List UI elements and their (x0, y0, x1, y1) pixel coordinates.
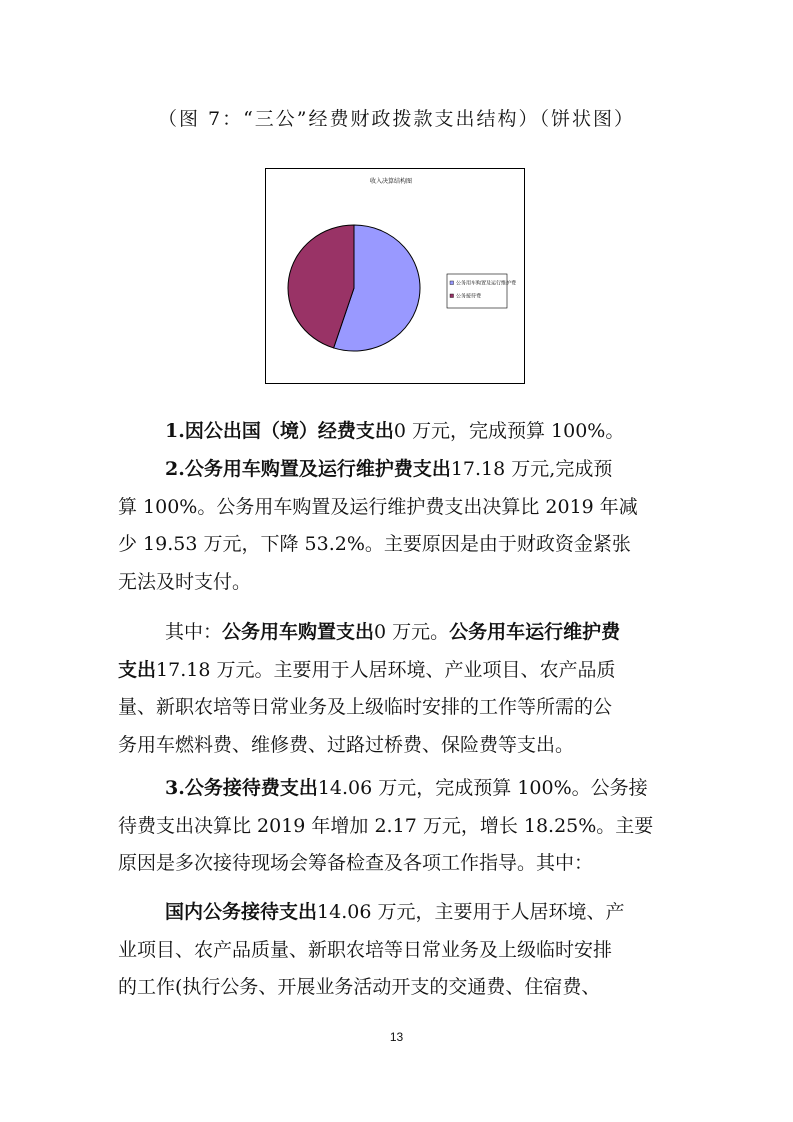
legend-label-car: 公务用车购置及运行维护费 (456, 280, 517, 287)
pie-slices (288, 225, 420, 351)
p5-line3: 的工作(执行公务、开展业务活动开支的交通费、住宿费、 (118, 976, 601, 998)
paragraph-3 (118, 614, 678, 764)
p3-heading-1: 公务用车购置支出 (222, 621, 375, 643)
p2-line4: 无法及时支付。 (118, 570, 252, 593)
p3-mid: 0 万元。 (374, 621, 450, 643)
p5-heading: 国内公务接待支出 (165, 901, 318, 923)
pie-chart-svg (266, 169, 524, 383)
p4-heading: 3.公务接待费支出 (165, 777, 318, 799)
legend-swatch-car (450, 281, 454, 285)
p3-heading-2: 公务用车运行维护费 (449, 621, 621, 643)
pie-chart (265, 168, 525, 384)
legend-swatch-reception (450, 294, 454, 298)
p1-text: 0 万元，完成预算 100%。 (393, 420, 625, 442)
page-number: 13 (389, 1030, 404, 1044)
p5-line1: 14.06 万元，主要用于人居环境、产 (317, 901, 625, 923)
p2-line2: 算 100%。公务用车购置及运行维护费支出决算比 2019 年减 (118, 495, 638, 518)
paragraph-1 (118, 413, 678, 451)
p5-line2: 业项目、农产品质量、新职农培等日常业务及上级临时安排 (118, 938, 613, 961)
p2-heading: 2.公务用车购置及运行维护费支出 (165, 458, 451, 480)
p2-line1: 17.18 万元,完成预 (450, 458, 613, 480)
paragraph-2 (118, 451, 678, 601)
p4-line2: 待费支出决算比 2019 年增加 2.17 万元，增长 18.25%。主要 (118, 814, 654, 837)
p3-line2: 17.18 万元。主要用于人居环境、产业项目、农产品质 (156, 658, 616, 681)
paragraph-4 (118, 770, 678, 883)
p3-line4: 务用车燃料费、维修费、过路过桥费、保险费等支出。 (118, 733, 575, 756)
figure-caption: （图 7：“三公”经费财政拨款支出结构）（饼状图） (157, 108, 636, 130)
p1-heading: 1.因公出国（境）经费支出 (165, 420, 394, 442)
legend-label-reception: 公务接待费 (456, 293, 482, 300)
chart-legend (447, 274, 517, 308)
p4-line1: 14.06 万元，完成预算 100%。公务接 (317, 777, 648, 799)
p2-line3: 少 19.53 万元，下降 53.2%。主要原因是由于财政资金紧张 (118, 533, 631, 555)
p3-prefix: 其中： (165, 621, 223, 643)
chart-title: 收入决算结构图 (369, 179, 413, 185)
p3-heading-2-cont: 支出 (118, 658, 157, 681)
paragraph-5 (118, 894, 678, 1007)
p4-line3: 原因是多次接待现场会筹备检查及各项工作指导。其中： (118, 852, 594, 874)
p3-line3: 量、新职农培等日常业务及上级临时安排的工作等所需的公 (118, 696, 613, 718)
